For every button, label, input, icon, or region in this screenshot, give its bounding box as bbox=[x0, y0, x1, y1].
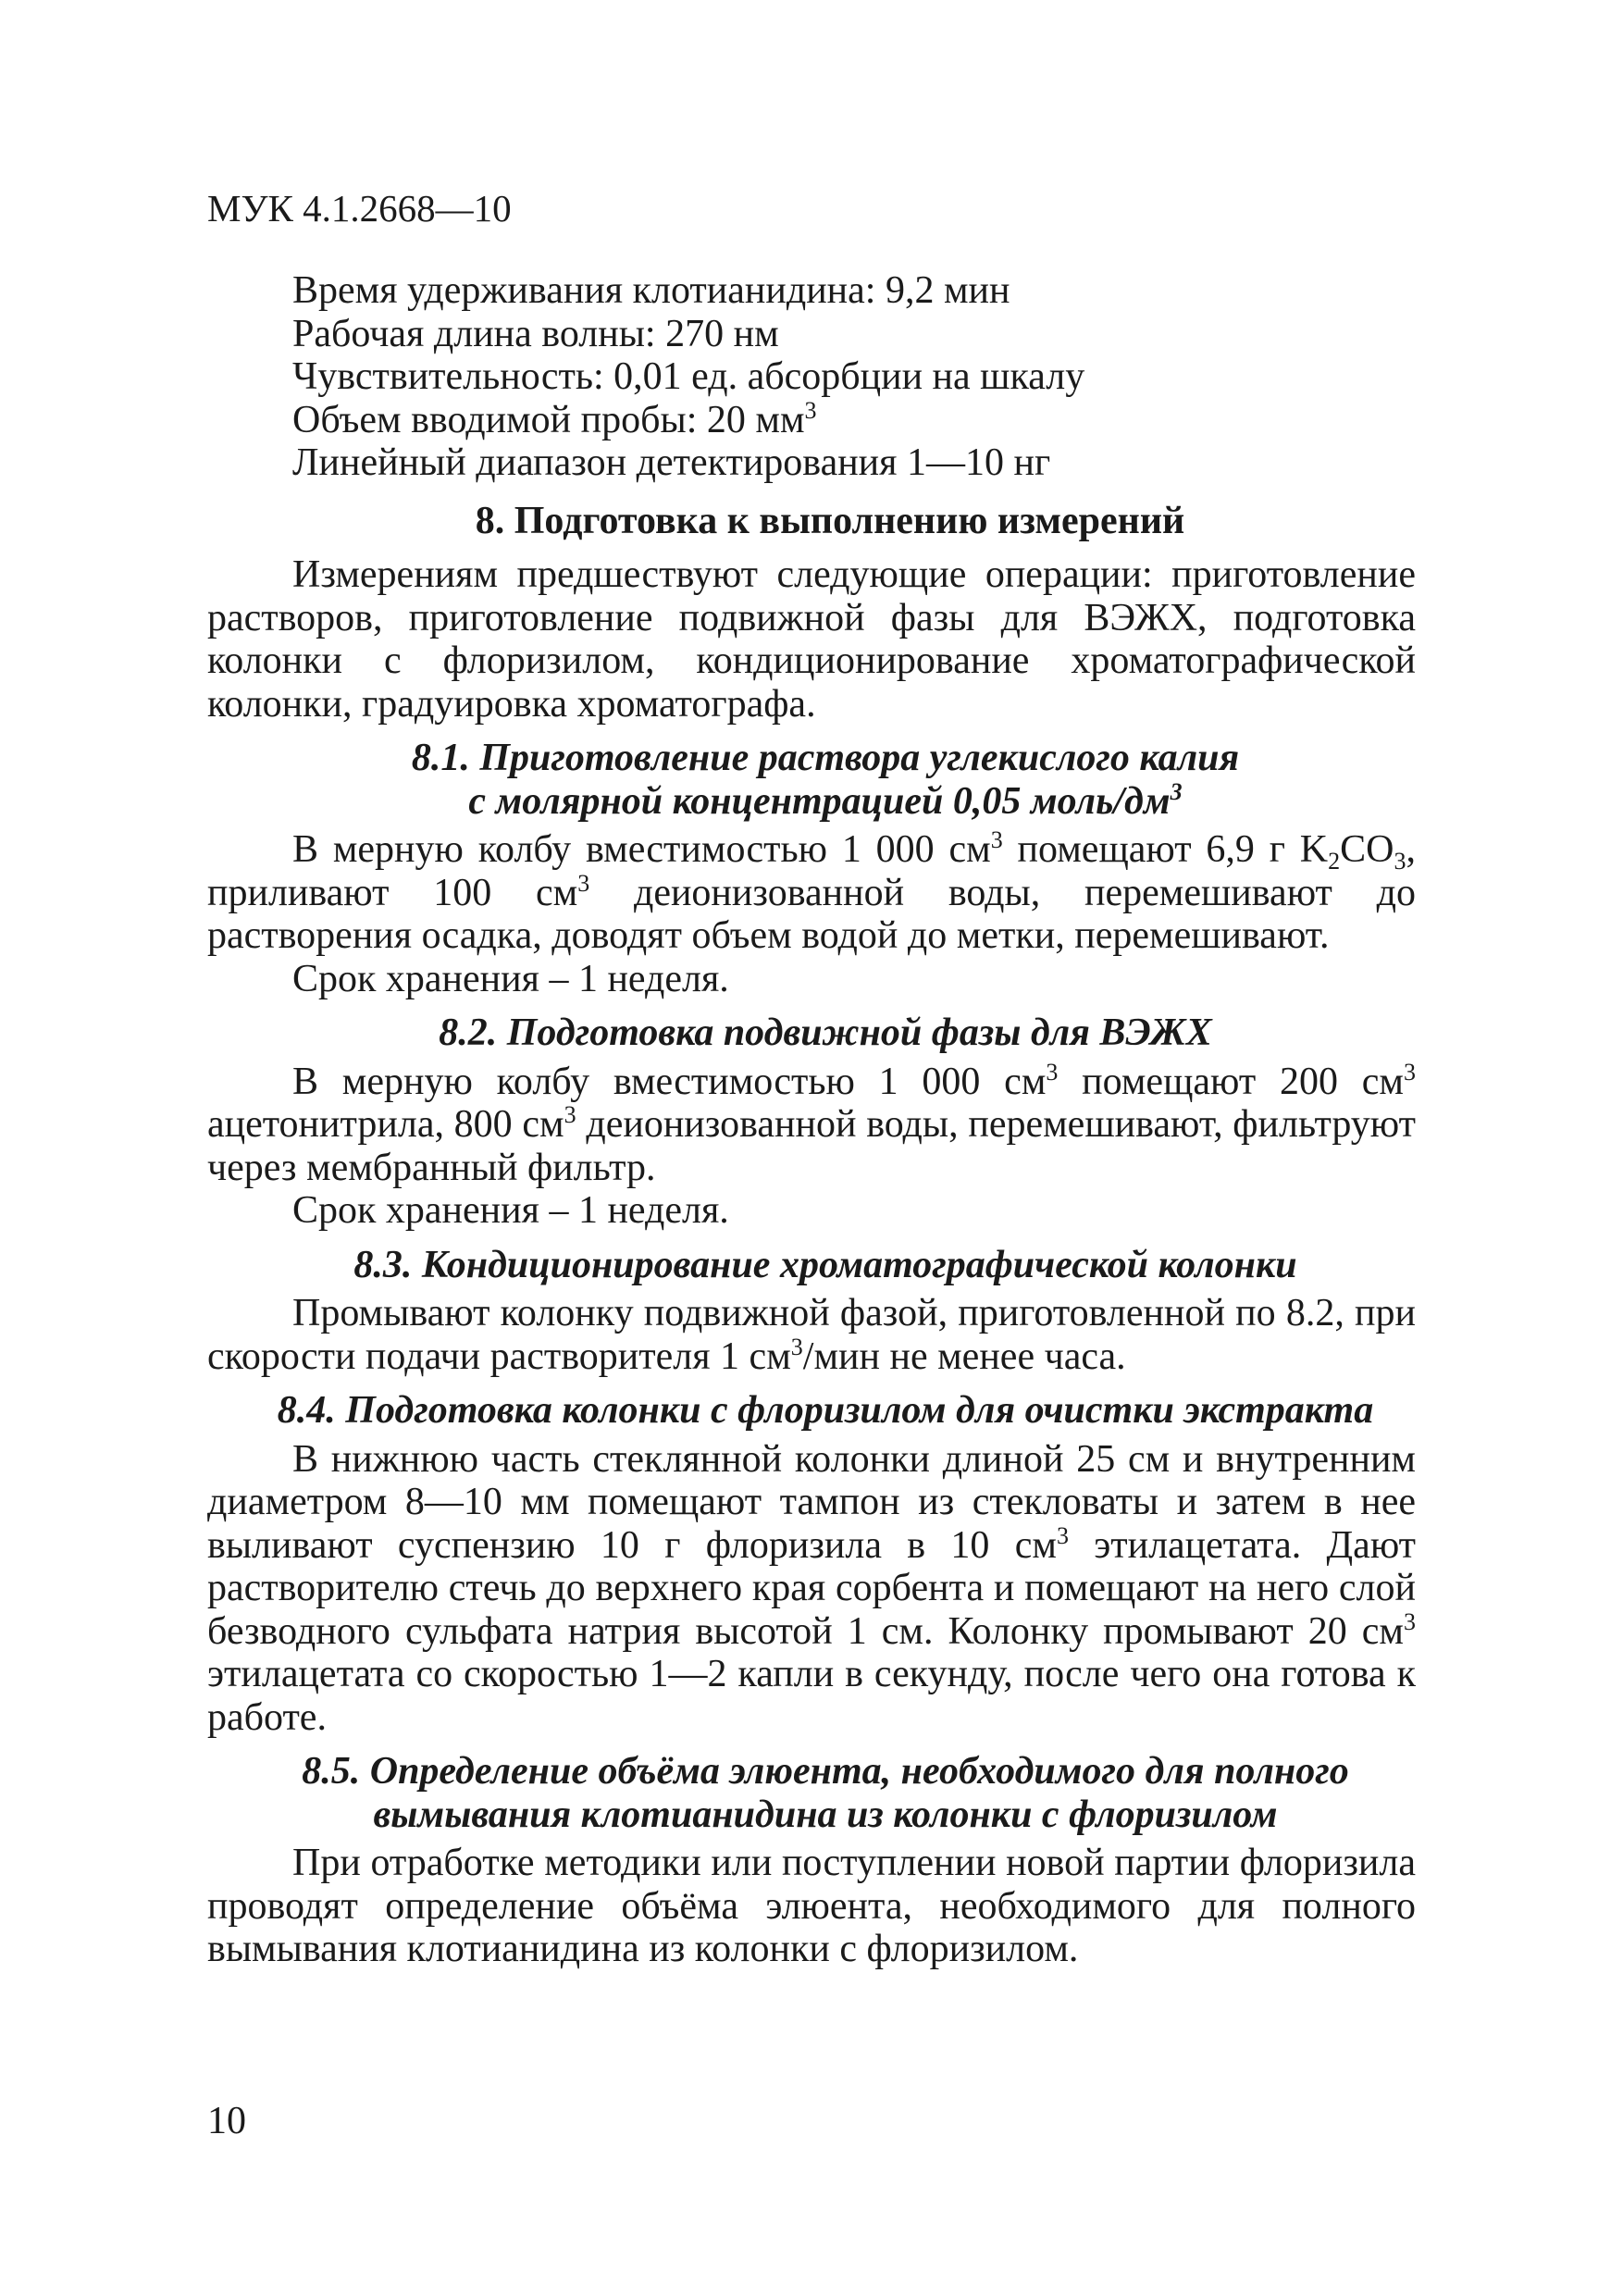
spec-list bbox=[207, 269, 1416, 485]
page-content bbox=[207, 269, 1416, 1971]
section-8-1-heading: 8.1. Приготовление раствора углекислого калия с молярной концентрацией 0,05 моль/$дм^3$ bbox=[411, 737, 1240, 823]
section-8-5-paragraph: При отработке методики или поступлении новой партии флоризила проводят определение объёма элюента, необходимого для полного вымывания клотианидина из колонки с флоризилом. bbox=[207, 1842, 1416, 1970]
section-8-intro: Измерениям предшествуют следующие операции: приготовление растворов, приготовление подвижной фазы для ВЭЖХ, подготовка колонки с флоризилом, кондиционирование хроматографической колонки, градуировка хроматографа. bbox=[207, 553, 1416, 726]
section-8-heading: 8. Подготовка к выполнению измерений bbox=[475, 499, 1185, 542]
section-8-3-paragraph: Промывают колонку подвижной фазой, приготовленной по 8.2, при скорости подачи растворителя 1 $см^3$/мин не менее часа. bbox=[207, 1292, 1416, 1378]
spec-sensitivity: Чувствительность: 0,01 ед. абсорбции на шкалу bbox=[292, 355, 1085, 398]
spec-retention-time: Время удерживания клотианидина: 9,2 мин bbox=[292, 269, 1010, 312]
section-8-2-paragraph: В мерную колбу вместимостью 1 000 $см^3$ помещают 200 $см^3$ ацетонитрила, 800 $см^3$ деионизованной воды, перемешивают, фильтруют через мембранный фильтр. bbox=[207, 1058, 1417, 1189]
section-8-3-heading: 8.3. Кондиционирование хроматографической колонки bbox=[353, 1243, 1297, 1286]
spec-wavelength: Рабочая длина волны: 270 нм bbox=[292, 312, 779, 355]
section-8-4-paragraph: В нижнюю часть стеклянной колонки длиной 25 см и внутренним диаметром 8—10 мм помещают тампон из стекловаты и затем в нее выливают суспензию 10 г флоризила в 10 $см^3$ этилацетата. Дают растворителю стечь до верхнего края сорбента и помещают на него слой безводного сульфата натрия высотой 1 см. Колонку промывают 20 $см^3$ этилацетата со скоростью 1—2 капли в секунду, после чего она готова к работе. bbox=[207, 1437, 1416, 1739]
spec-injection-volume: Объем вводимой пробы: 20 $мм^3$ bbox=[292, 396, 817, 441]
section-8-4-heading: 8.4. Подготовка колонки с флоризилом для очистки экстракта bbox=[277, 1389, 1374, 1432]
section-8-2-storage: Срок хранения – 1 неделя. bbox=[292, 1189, 729, 1232]
page-number: 10 bbox=[207, 2100, 246, 2142]
section-8-1-storage: Срок хранения – 1 неделя. bbox=[292, 957, 729, 1000]
section-8-2-heading: 8.2. Подготовка подвижной фазы для ВЭЖХ bbox=[439, 1011, 1212, 1054]
section-8-1-paragraph: В мерную колбу вместимостью 1 000 $см^3$ помещают 6,9 г $K_2CO_3$, приливают 100 $см^3$ деионизованной воды, перемешивают до растворения осадка, доводят объем водой до метки, перемешивают. bbox=[207, 826, 1416, 957]
section-8-5-heading: 8.5. Определение объёма элюента, необходимого для полного вымывания клотианидина из колонки с флоризилом bbox=[302, 1750, 1349, 1836]
spec-linear-range: Линейный диапазон детектирования 1—10 нг bbox=[292, 441, 1051, 484]
document-code-header: МУК 4.1.2668—10 bbox=[207, 187, 512, 230]
